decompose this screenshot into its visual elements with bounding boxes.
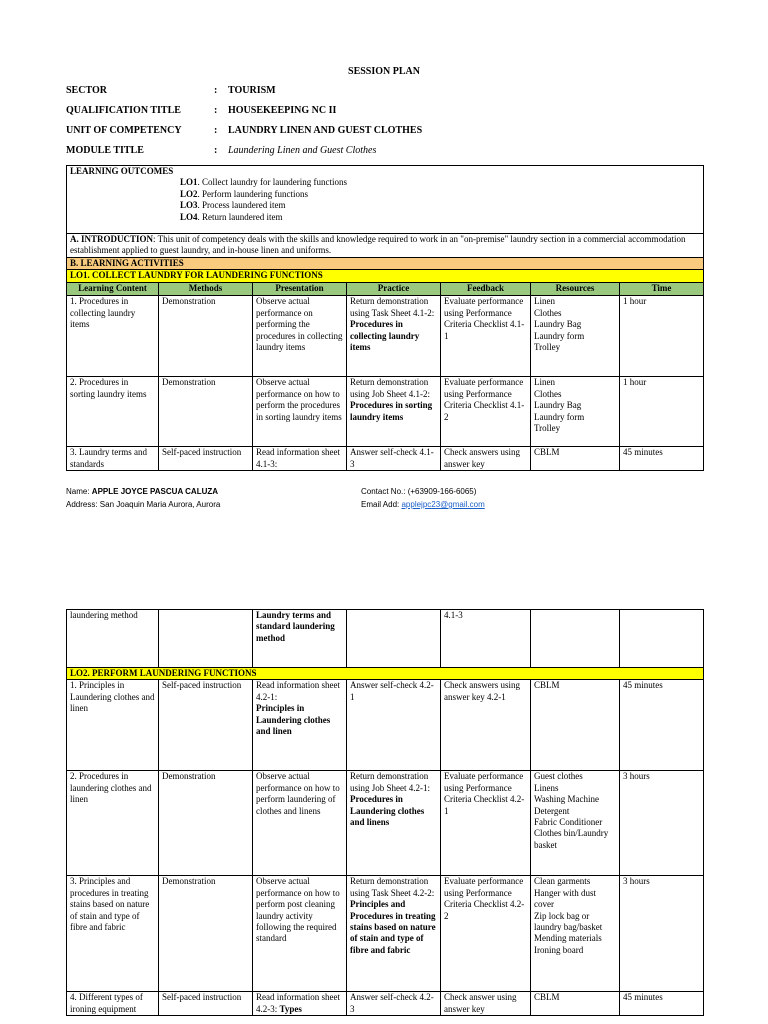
learning-content-cell: 3. Laundry terms and standards <box>67 447 159 471</box>
meta-colon: : <box>214 145 218 156</box>
introduction-label: A. INTRODUCTION <box>70 234 154 244</box>
resource-item: Washing Machine <box>534 794 600 805</box>
methods-cell: Demonstration <box>159 771 253 876</box>
column-header: Presentation <box>253 283 347 296</box>
learning-content-cell: 2. Procedures in sorting laundry items <box>67 377 159 447</box>
presentation-cell: Observe actual performance on performing the procedures in collecting laundry items <box>253 296 347 377</box>
learning-outcomes-cell <box>67 166 704 234</box>
lo-code: LO3 <box>180 200 198 211</box>
name-value: APPLE JOYCE PASCUA CALUZA <box>91 487 219 496</box>
presentation-cell: Read information sheet 4.1-3: <box>253 447 347 471</box>
learning-content-cell: 3. Principles and procedures in treating stains based on nature of stain and type of fibre and fabric <box>67 876 159 992</box>
methods-cell: Demonstration <box>159 876 253 992</box>
presentation-text: Read information sheet 4.2-1: <box>256 680 340 702</box>
lo1-heading: LO1. COLLECT LAUNDRY FOR LAUNDERING FUNCTIONS <box>67 270 704 283</box>
resources-cell <box>531 296 620 377</box>
lo-item <box>180 177 700 188</box>
practice-text: Return demonstration using Task Sheet 4.1-2: <box>350 296 435 318</box>
session-plan-table-continued <box>66 609 704 1016</box>
learning-outcomes-list <box>70 177 700 223</box>
resource-item: Linens <box>534 782 559 793</box>
practice-cell <box>347 377 441 447</box>
resources-cell: CBLM <box>531 447 620 471</box>
meta-label: QUALIFICATION TITLE <box>66 105 181 116</box>
column-header: Methods <box>159 283 253 296</box>
resource-item: Clothes <box>534 388 562 399</box>
learning-outcomes-heading: LEARNING OUTCOMES <box>70 166 174 176</box>
resources-cell <box>531 771 620 876</box>
learning-content-cell: 1. Principles in Laundering clothes and linen <box>67 680 159 771</box>
practice-cell: Answer self-check 4.1-3 <box>347 447 441 471</box>
time-cell: 45 minutes <box>620 992 704 1016</box>
feedback-cell: Check answers using answer key 4.2-1 <box>441 680 531 771</box>
resource-item: Clean garments <box>534 876 591 887</box>
practice-cell: Answer self-check 4.2-3 <box>347 992 441 1016</box>
meta-value: LAUNDRY LINEN AND GUEST CLOTHES <box>228 125 423 136</box>
methods-cell: Self-paced instruction <box>159 680 253 771</box>
methods-cell: Self-paced instruction <box>159 447 253 471</box>
presentation-cell <box>253 992 347 1016</box>
table-row <box>67 680 704 771</box>
time-cell: 45 minutes <box>620 447 704 471</box>
time-cell: 3 hours <box>620 876 704 992</box>
resource-item: Laundry Bag <box>534 400 582 411</box>
feedback-cell: Evaluate performance using Performance Criteria Checklist 4.1-1 <box>441 296 531 377</box>
resources-cell <box>531 610 620 668</box>
feedback-cell: Evaluate performance using Performance Criteria Checklist 4.2-2 <box>441 876 531 992</box>
resource-item: Detergent <box>534 805 570 816</box>
learning-outcomes-row <box>67 166 704 234</box>
practice-bold-text: Principles and Procedures in treating stains based on nature of stain and type of fibre and fabric <box>350 899 436 955</box>
lo-text: . Return laundered item <box>197 211 283 222</box>
table-row <box>67 992 704 1016</box>
resource-item: Guest clothes <box>534 771 583 782</box>
resources-cell: CBLM <box>531 992 620 1016</box>
resources-cell: CBLM <box>531 680 620 771</box>
resource-item: Fabric Conditioner <box>534 817 603 828</box>
presentation-cell <box>253 680 347 771</box>
contact-number <box>361 487 476 496</box>
document-title: SESSION PLAN <box>348 66 420 77</box>
resources-cell <box>531 377 620 447</box>
author-address: Address: San Joaquin Maria Aurora, Aurora <box>66 500 221 509</box>
feedback-cell: Check answers using answer key <box>441 447 531 471</box>
feedback-cell: Evaluate performance using Performance Criteria Checklist 4.1-2 <box>441 377 531 447</box>
table-row <box>67 377 704 447</box>
name-label: Name: <box>66 487 92 496</box>
practice-cell <box>347 296 441 377</box>
email-link[interactable]: applejpc23@gmail.com <box>401 500 485 509</box>
lo-item <box>180 200 700 211</box>
resource-item: Hanger with dust cover <box>534 887 596 910</box>
resources-cell <box>531 876 620 992</box>
meta-value: TOURISM <box>228 85 276 96</box>
meta-value: HOUSEKEEPING NC II <box>228 105 337 116</box>
learning-activities-heading: B. LEARNING ACTIVITIES <box>67 258 704 270</box>
practice-cell <box>347 771 441 876</box>
time-cell: 3 hours <box>620 771 704 876</box>
meta-colon: : <box>214 85 218 96</box>
session-plan-table <box>66 165 704 471</box>
lo-item <box>180 189 700 200</box>
methods-cell: Demonstration <box>159 377 253 447</box>
lo-text: . Perform laundering functions <box>197 188 308 199</box>
author-name <box>66 487 218 496</box>
email-address <box>361 500 485 509</box>
practice-cell: Answer self-check 4.2-1 <box>347 680 441 771</box>
table-row <box>67 876 704 992</box>
column-header: Learning Content <box>67 283 159 296</box>
resource-item: Laundry form <box>534 330 585 341</box>
presentation-cell: Observe actual performance on how to perform laundering of clothes and linens <box>253 771 347 876</box>
practice-cell <box>347 876 441 992</box>
resource-item: Laundry Bag <box>534 319 582 330</box>
time-cell: 45 minutes <box>620 680 704 771</box>
introduction-text: : This unit of competency deals with the skills and knowledge required to work in an "on-premise" laundry section in a commercial accommodation establishment applied to guest laundry, and in-house linen and uniforms. <box>70 234 686 256</box>
time-cell: 1 hour <box>620 296 704 377</box>
meta-value: Laundering Linen and Guest Clothes <box>228 145 377 156</box>
meta-colon: : <box>214 105 218 116</box>
introduction-cell <box>67 234 704 258</box>
resource-item: Linen <box>534 377 555 388</box>
table-row <box>67 610 704 668</box>
column-header: Time <box>620 283 704 296</box>
resource-item: Zip lock bag or laundry bag/basket <box>534 910 603 933</box>
lo-code: LO4 <box>180 211 198 222</box>
feedback-cell: 4.1-3 <box>441 610 531 668</box>
email-label: Email Add: <box>361 500 402 509</box>
resource-item: Clothes bin/Laundry basket <box>534 828 609 850</box>
resource-item: Linen <box>534 296 555 307</box>
presentation-cell: Observe actual performance on how to perform the procedures in sorting laundry items <box>253 377 347 447</box>
practice-bold-text: Procedures in collecting laundry items <box>350 319 420 353</box>
lo-text: . Process laundered item <box>197 200 286 211</box>
resource-item: Ironing board <box>534 944 584 955</box>
lo-text: . Collect laundry for laundering functions <box>197 177 347 188</box>
resource-item: Mending materials <box>534 933 602 944</box>
lo-item <box>180 212 700 223</box>
column-header: Feedback <box>441 283 531 296</box>
learning-activities-row <box>67 258 704 270</box>
feedback-cell: Check answer using answer key <box>441 992 531 1016</box>
feedback-cell: Evaluate performance using Performance Criteria Checklist 4.2-1 <box>441 771 531 876</box>
resource-item: Clothes <box>534 307 562 318</box>
column-header-row <box>67 283 704 296</box>
learning-content-cell: 4. Different types of ironing equipment <box>67 992 159 1016</box>
learning-content-cell: 1. Procedures in collecting laundry items <box>67 296 159 377</box>
contact-label: Contact No.: <box>361 487 408 496</box>
practice-text: Return demonstration using Task Sheet 4.2-2: <box>350 876 435 898</box>
resource-item: Trolley <box>534 342 561 353</box>
resource-item: Trolley <box>534 423 561 434</box>
methods-cell: Self-paced instruction <box>159 992 253 1016</box>
practice-bold-text: Procedures in sorting laundry items <box>350 400 433 422</box>
practice-cell <box>347 610 441 668</box>
lo2-heading: LO2. PERFORM LAUNDERING FUNCTIONS <box>67 668 704 680</box>
table-row <box>67 447 704 471</box>
meta-label: UNIT OF COMPETENCY <box>66 125 182 136</box>
introduction-row <box>67 234 704 258</box>
table-row <box>67 771 704 876</box>
contact-value: (+63909-166-6065) <box>407 487 477 496</box>
meta-label: MODULE TITLE <box>66 145 144 156</box>
presentation-text: Read information sheet 4.2-3: <box>256 992 340 1014</box>
learning-content-cell: 2. Procedures in laundering clothes and linen <box>67 771 159 876</box>
column-header: Practice <box>347 283 441 296</box>
presentation-cell: Observe actual performance on how to perform post cleaning laundry activity following the required standard <box>253 876 347 992</box>
lo2-row <box>67 668 704 680</box>
lo1-row <box>67 270 704 283</box>
presentation-bold-text: Principles in Laundering clothes and linen <box>256 703 331 737</box>
lo-code: LO2 <box>180 188 198 199</box>
practice-text: Return demonstration using Job Sheet 4.2-1: <box>350 771 430 793</box>
methods-cell <box>159 610 253 668</box>
practice-bold-text: Procedures in Laundering clothes and linens <box>350 794 425 828</box>
time-cell <box>620 610 704 668</box>
presentation-cell <box>253 610 347 668</box>
presentation-bold-text: Types <box>279 1003 302 1014</box>
lo-code: LO1 <box>180 177 198 188</box>
methods-cell: Demonstration <box>159 296 253 377</box>
presentation-bold-text: Laundry terms and standard laundering method <box>256 610 335 643</box>
meta-label: SECTOR <box>66 85 107 96</box>
resource-item: Laundry form <box>534 411 585 422</box>
learning-content-cell: laundering method <box>67 610 159 668</box>
table-row <box>67 296 704 377</box>
column-header: Resources <box>531 283 620 296</box>
practice-text: Return demonstration using Job Sheet 4.1-2: <box>350 377 430 399</box>
meta-colon: : <box>214 125 218 136</box>
time-cell: 1 hour <box>620 377 704 447</box>
